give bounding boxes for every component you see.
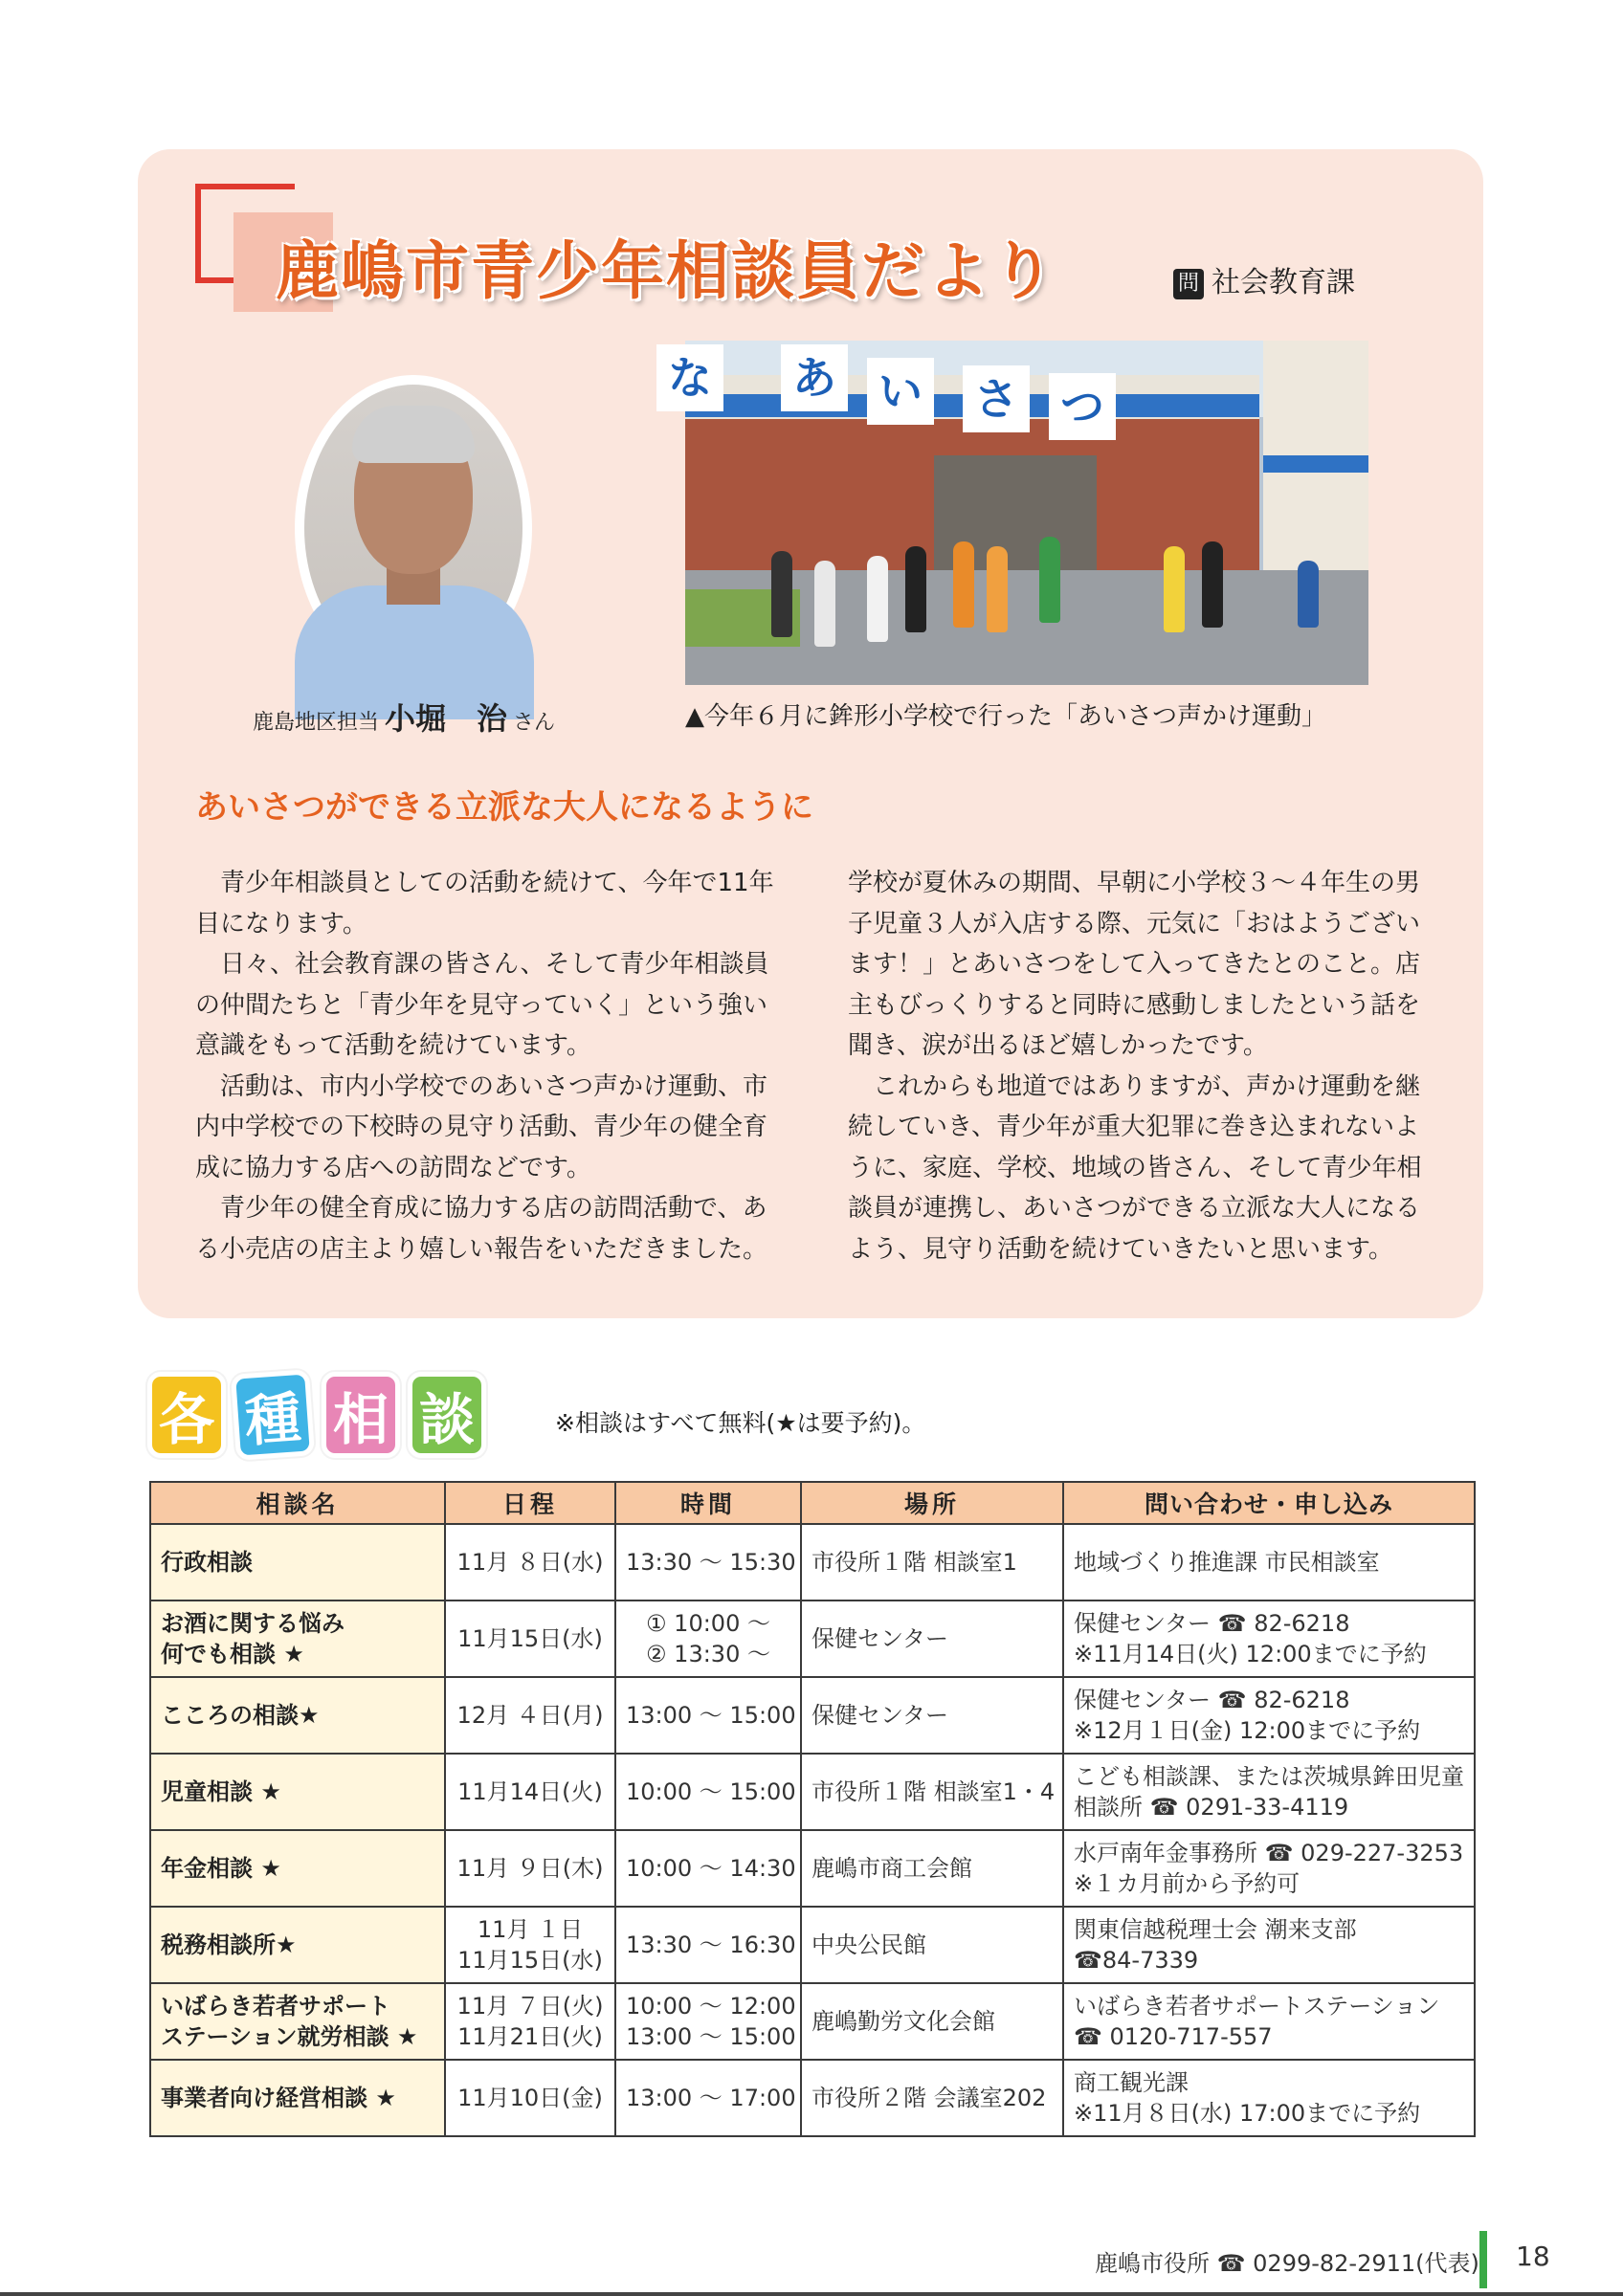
column-header: 相談名	[150, 1482, 445, 1524]
banner-sign: な	[656, 344, 723, 411]
consult-heading-char: 談	[408, 1372, 486, 1458]
consult-date-cell	[445, 1830, 615, 1907]
table-row	[150, 1754, 1475, 1830]
consult-place-cell: 市役所１階 相談室1・4	[801, 1754, 1063, 1830]
consult-contact-cell-line: ※１カ月前から予約可	[1074, 1870, 1301, 1897]
counselor-district: 鹿島地区担当	[253, 711, 380, 735]
paragraph: これからも地道ではありますが、声かけ運動を継続していき、青少年が重大犯罪に巻き込まれないように、家庭、学校、地域の皆さん、そして青少年相談員が連携し、あいさつができる立派な大人になるよう、見守り活動を続けていきたいと思います。	[848, 1071, 1422, 1264]
counselor-caption	[253, 695, 555, 739]
table-row	[150, 1983, 1475, 2060]
consult-time-cell-line: 10:00 ～ 12:00	[626, 1993, 796, 2020]
consult-contact-cell	[1063, 1983, 1475, 2060]
consult-time-cell-line: ② 13:30 ～	[646, 1641, 770, 1667]
consult-time-cell	[615, 1907, 801, 1983]
consult-contact-cell	[1063, 1677, 1475, 1754]
consult-contact-cell-line: ☎84-7339	[1074, 1947, 1199, 1974]
counselor-portrait	[295, 375, 532, 681]
table-row	[150, 1601, 1475, 1677]
consult-date-cell-line: 11月21日(火)	[457, 2023, 603, 2050]
department-label	[1173, 258, 1355, 300]
consult-time-cell	[615, 2060, 801, 2136]
consult-heading-char: 種	[231, 1369, 315, 1461]
consult-date-cell	[445, 1983, 615, 2060]
column-header: 日程	[445, 1482, 615, 1524]
inquiry-mark-icon: 問	[1173, 269, 1204, 299]
consult-time-cell-line: ① 10:00 ～	[646, 1610, 770, 1637]
consult-name-cell-line: こころの相談★	[161, 1702, 320, 1729]
paragraph: 青少年相談員としての活動を続けて、今年で11年目になります。	[195, 869, 774, 938]
paragraph: 学校が夏休みの期間、早朝に小学校３～４年生の男子児童３人が入店する際、元気に「おはようございます！」とあいさつをして入ってきたとのこと。店主もびっくりすると同時に感動しましたという話を聞き、涙が出るほど嬉しかったです。	[848, 869, 1421, 1060]
consult-name-cell-line: 年金相談 ★	[161, 1855, 281, 1882]
table-header-row	[150, 1482, 1475, 1524]
column-header: 時間	[615, 1482, 801, 1524]
paragraph: 青少年の健全育成に協力する店の訪問活動で、ある小売店の店主より嬉しい報告をいただきました。	[195, 1194, 768, 1264]
consult-date-cell-line: 11月 １日	[477, 1916, 584, 1943]
consult-time-cell	[615, 1754, 801, 1830]
consult-contact-cell	[1063, 1754, 1475, 1830]
consult-name-cell	[150, 1524, 445, 1601]
consult-place-cell: 中央公民館	[801, 1907, 1063, 1983]
consult-time-cell	[615, 1601, 801, 1677]
banner-sign: い	[867, 358, 934, 425]
consult-place-cell: 市役所１階 相談室1	[801, 1524, 1063, 1601]
consult-contact-cell-line: こども相談課、または茨城県鉾田児童	[1074, 1763, 1464, 1790]
consult-heading-char: 各	[147, 1372, 226, 1458]
consult-contact-cell-line: ※11月８日(水) 17:00までに予約	[1074, 2100, 1421, 2127]
consult-date-cell	[445, 1907, 615, 1983]
footer-divider	[1479, 2231, 1487, 2288]
consult-contact-cell	[1063, 1524, 1475, 1601]
consult-name-cell-line: 児童相談 ★	[161, 1778, 281, 1805]
counselor-suffix: さん	[513, 711, 556, 735]
consult-contact-cell-line: いばらき若者サポートステーション	[1074, 1993, 1440, 2020]
consult-note: ※相談はすべて無料(★は要予約)。	[555, 1409, 926, 1437]
consult-contact-cell-line: 関東信越税理士会 潮来支部	[1074, 1916, 1357, 1943]
greeting-campaign-photo	[668, 341, 1368, 685]
consult-name-cell	[150, 1983, 445, 2060]
consult-contact-cell-line: 地域づくり推進課 市民相談室	[1074, 1549, 1380, 1576]
page-title: 鹿嶋市青少年相談員だより	[276, 234, 1056, 308]
paragraph: 日々、社会教育課の皆さん、そして青少年相談員の仲間たちと「青少年を見守っていく」という強い意識をもって活動を続けています。	[195, 950, 769, 1060]
consult-name-cell	[150, 2060, 445, 2136]
consult-name-cell-line: 事業者向け経営相談 ★	[161, 2085, 396, 2111]
consult-name-cell-line: 行政相談	[161, 1549, 253, 1576]
consult-name-cell	[150, 1601, 445, 1677]
consult-contact-cell-line: ※12月１日(金) 12:00までに予約	[1074, 1717, 1421, 1744]
consult-date-cell	[445, 1677, 615, 1754]
article-column-right	[848, 863, 1435, 1269]
consult-name-cell	[150, 1830, 445, 1907]
consult-place-cell: 保健センター	[801, 1677, 1063, 1754]
consult-time-cell	[615, 1677, 801, 1754]
consult-time-cell-line: 13:30 ～ 16:30	[626, 1932, 796, 1958]
footer-contact: 鹿嶋市役所 ☎ 0299-82-2911(代表)	[1095, 2250, 1479, 2277]
consult-contact-cell	[1063, 1830, 1475, 1907]
table-row	[150, 2060, 1475, 2136]
table-row	[150, 1524, 1475, 1601]
consult-date-cell-line: 11月 ７日(火)	[456, 1993, 604, 2020]
photo-caption: ▲今年６月に鉾形小学校で行った「あいさつ声かけ運動」	[685, 702, 1326, 731]
consult-date-cell	[445, 1754, 615, 1830]
consult-name-cell-line: 何でも相談 ★	[161, 1641, 304, 1667]
consult-date-cell-line: 11月15日(水)	[457, 1625, 603, 1652]
consult-date-cell	[445, 1601, 615, 1677]
department-name: 社会教育課	[1212, 266, 1355, 299]
consult-date-cell-line: 11月10日(金)	[457, 2085, 603, 2111]
consult-time-cell-line: 13:00 ～ 15:00	[626, 1702, 796, 1729]
consult-place-cell: 保健センター	[801, 1601, 1063, 1677]
paragraph: 活動は、市内小学校でのあいさつ声かけ運動、市内中学校での下校時の見守り活動、青少年の健全育成に協力する店への訪問などです。	[195, 1071, 768, 1182]
consult-place-cell: 市役所２階 会議室202	[801, 2060, 1063, 2136]
article-column-left	[195, 863, 783, 1269]
consult-contact-cell-line: 保健センター ☎ 82-6218	[1074, 1610, 1350, 1637]
consult-date-cell-line: 11月 ８日(水)	[456, 1549, 604, 1576]
consult-contact-cell-line: ※11月14日(火) 12:00までに予約	[1074, 1641, 1427, 1667]
consult-contact-cell	[1063, 1601, 1475, 1677]
consult-date-cell-line: 11月15日(水)	[457, 1947, 603, 1974]
banner-sign: つ	[1049, 373, 1116, 440]
consult-time-cell-line: 13:00 ～ 15:00	[626, 2023, 796, 2050]
consult-date-cell	[445, 2060, 615, 2136]
consult-time-cell	[615, 1830, 801, 1907]
table-row	[150, 1830, 1475, 1907]
consult-date-cell-line: 11月 ９日(木)	[456, 1855, 604, 1882]
column-header: 問い合わせ・申し込み	[1063, 1482, 1475, 1524]
consult-time-cell-line: 13:00 ～ 17:00	[626, 2085, 796, 2111]
banner-sign: あ	[781, 344, 848, 411]
consult-place-cell: 鹿嶋市商工会館	[801, 1830, 1063, 1907]
consult-heading-char: 相	[322, 1372, 400, 1458]
banner-sign: さ	[963, 365, 1030, 432]
consultation-table	[149, 1481, 1476, 2137]
counselor-name: 小堀 治	[385, 700, 508, 737]
consult-name-cell	[150, 1907, 445, 1983]
consult-contact-cell-line: 保健センター ☎ 82-6218	[1074, 1687, 1350, 1713]
consult-contact-cell-line: 相談所 ☎ 0291-33-4119	[1074, 1794, 1349, 1821]
consult-contact-cell-line: 商工観光課	[1074, 2069, 1189, 2096]
consult-time-cell-line: 10:00 ～ 15:00	[626, 1778, 796, 1805]
consult-name-cell-line: いばらき若者サポート	[161, 1993, 390, 2020]
consult-contact-cell	[1063, 1907, 1475, 1983]
article-subheading: あいさつができる立派な大人になるように	[195, 788, 813, 827]
consult-place-cell: 鹿嶋勤労文化会館	[801, 1983, 1063, 2060]
consult-time-cell-line: 13:30 ～ 15:30	[626, 1549, 796, 1576]
consult-time-cell	[615, 1983, 801, 2060]
table-row	[150, 1907, 1475, 1983]
column-header: 場所	[801, 1482, 1063, 1524]
consult-name-cell	[150, 1754, 445, 1830]
consult-time-cell	[615, 1524, 801, 1601]
consult-name-cell-line: お酒に関する悩み	[161, 1610, 345, 1637]
consult-contact-cell-line: ☎ 0120-717-557	[1074, 2023, 1273, 2050]
consult-date-cell-line: 11月14日(火)	[457, 1778, 603, 1805]
consult-name-cell-line: 税務相談所★	[161, 1932, 297, 1958]
consult-name-cell	[150, 1677, 445, 1754]
consult-time-cell-line: 10:00 ～ 14:30	[626, 1855, 796, 1882]
consult-contact-cell	[1063, 2060, 1475, 2136]
consult-date-cell	[445, 1524, 615, 1601]
consult-name-cell-line: ステーション就労相談 ★	[161, 2023, 418, 2050]
page-number: 18	[1516, 2241, 1550, 2272]
table-row	[150, 1677, 1475, 1754]
consult-date-cell-line: 12月 ４日(月)	[456, 1702, 604, 1729]
consult-contact-cell-line: 水戸南年金事務所 ☎ 029-227-3253	[1074, 1840, 1464, 1866]
bottom-rule	[0, 2292, 1623, 2296]
